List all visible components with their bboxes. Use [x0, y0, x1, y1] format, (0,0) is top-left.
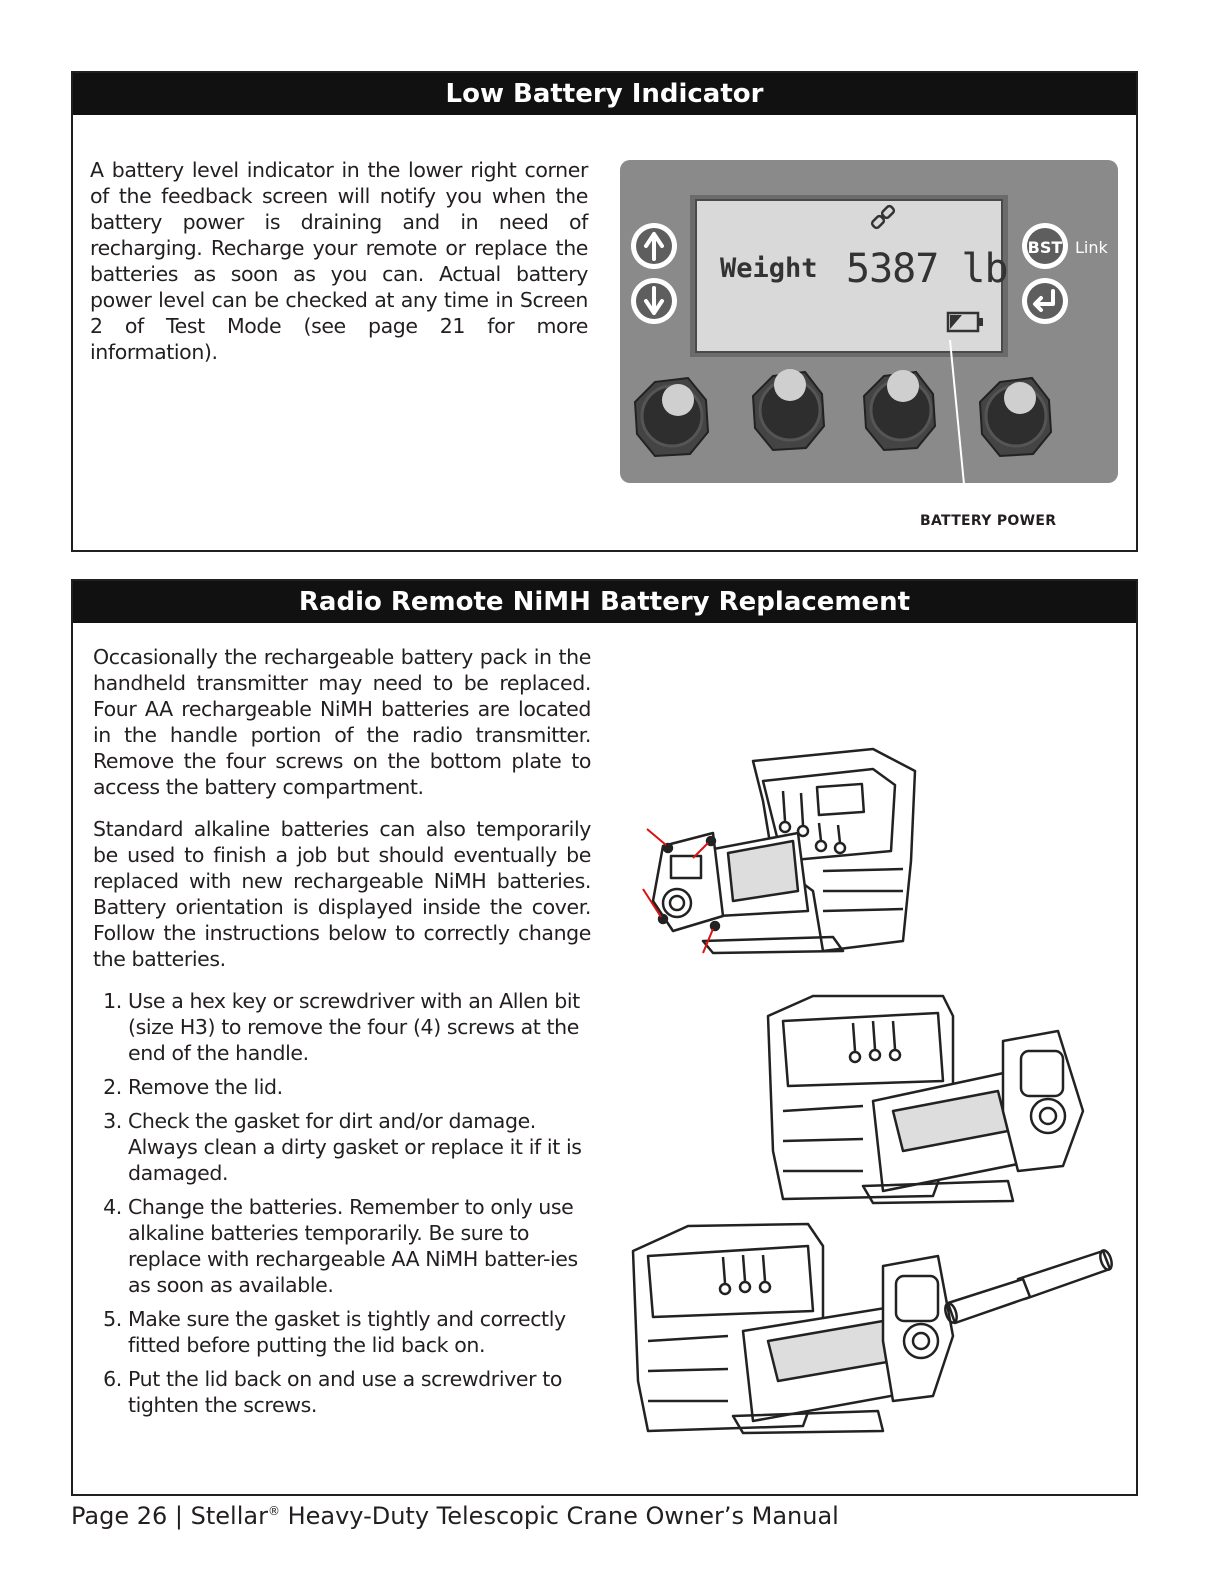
link-label: Link: [1075, 238, 1108, 257]
battery-replacement-section: [71, 579, 1138, 1496]
low-battery-paragraph: A battery level indicator in the lower right corner of the feedback screen will notify you when the battery power is draining and in need of recharging. Recharge your remote or replace the batteries as soon as you can. Actual battery power level can be checked at any time in Screen 2 of Test Mode (see page 21 for more information).: [90, 158, 588, 364]
section-title: Radio Remote NiMH Battery Replacement: [73, 581, 1136, 623]
bst-label: BST: [1027, 238, 1063, 257]
section-title: Low Battery Indicator: [73, 73, 1136, 115]
transmitter-lid-open-illustration: [763, 991, 1093, 1206]
page-footer: [71, 1502, 839, 1530]
alkaline-paragraph: Standard alkaline batteries can also temporarily be used to finish a job but should eventually be replaced with new rechargeable NiMH batteries. Battery orientation is displayed inside the cover. Follow the instructions below to correctly change the batteries.: [93, 817, 591, 971]
intro-paragraph: Occasionally the rechargeable battery pack in the handheld transmitter may need to be replaced. Four AA rechargeable NiMH batteries are located in the handle portion of the radio transmitter. Remove the four screws on the bottom plate to access the battery compartment.: [93, 645, 591, 799]
step-item: 3. Check the gasket for dirt and/or damage. Always clean a dirty gasket or replace it if it is damaged.: [128, 1108, 591, 1186]
up-arrow-icon[interactable]: [631, 223, 677, 269]
bst-button[interactable]: [1022, 223, 1068, 269]
aa-battery-icon: [943, 1279, 1030, 1324]
enter-icon[interactable]: [1022, 278, 1068, 324]
low-battery-section: [71, 71, 1138, 552]
step-item: 1. Use a hex key or screwdriver with an Allen bit (size H3) to remove the four (4) screws at the end of the handle.: [128, 988, 591, 1066]
remote-feedback-panel: [620, 160, 1118, 483]
display-label: Weight: [720, 253, 818, 284]
battery-power-callout: BATTERY POWER: [920, 513, 1057, 529]
step-item: 4. Change the batteries. Remember to only use alkaline batteries temporarily. Be sure to replace with rechargeable AA NiMH batter-ies as soon as available.: [128, 1194, 591, 1298]
down-arrow-icon[interactable]: [631, 278, 677, 324]
battery-change-illustration: [628, 1221, 1113, 1436]
footer-prefix: Page 26 | Stellar: [71, 1502, 268, 1530]
joystick-1[interactable]: [635, 378, 708, 456]
battery-replacement-text: [93, 644, 591, 1426]
step-item: 2. Remove the lid.: [128, 1074, 591, 1100]
step-item: 5. Make sure the gasket is tightly and correctly fitted before putting the lid back on.: [128, 1306, 591, 1358]
display-value: 5387 lb: [846, 246, 1008, 292]
aa-battery-icon: [1018, 1249, 1113, 1299]
step-item: 6. Put the lid back on and use a screwdriver to tighten the screws.: [128, 1366, 591, 1418]
transmitter-screws-illustration: [633, 741, 933, 956]
steps-list: [93, 988, 591, 1418]
footer-suffix: Heavy-Duty Telescopic Crane Owner’s Manual: [279, 1502, 839, 1530]
registered-mark: ®: [267, 1504, 280, 1518]
